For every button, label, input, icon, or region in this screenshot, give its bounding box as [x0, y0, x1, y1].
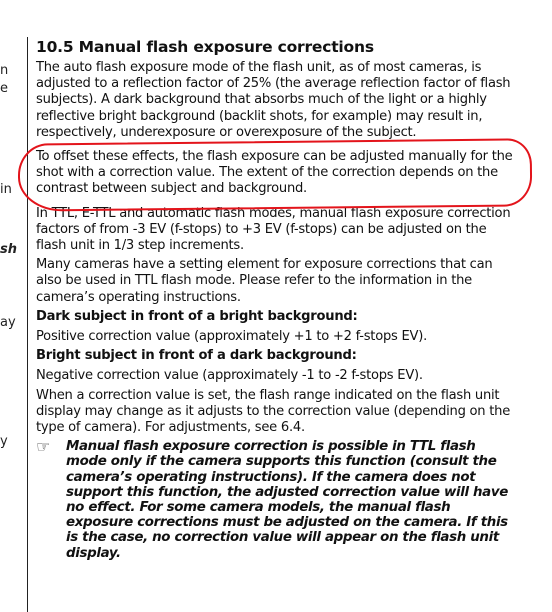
camera-paragraph: Many cameras have a setting element for exposure corrections that can also be used in TTL flash mode. Please refer to the information in the camera’s operating instructions.: [36, 257, 493, 305]
bright-subject-text: Negative correction value (approximately -1 to -2 f-stops EV).: [36, 368, 423, 384]
ttl-paragraph: In TTL, E-TTL and automatic flash modes, manual flash exposure correction factors of from -3 EV (f-stops) to +3 EV (f-stops) can be adjusted on the flash unit in 1/3 step increments.: [36, 205, 511, 254]
bright-subject-heading: Bright subject in front of a dark background:: [36, 348, 357, 364]
margin-fragment: y: [0, 434, 8, 449]
dark-subject-heading: Dark subject in front of a bright background:: [36, 308, 358, 324]
section-content: [36, 38, 514, 561]
intro-paragraph: The auto flash exposure mode of the flash unit, as of most cameras, is adjusted to a reflection factor of 25% (the average reflection factor of flash subjects). A dark background that absorbs much of the light or a highly reflective bright background (backlit shots, for example) may result in, respectively, underexposure or overexposure of the subject.: [36, 60, 511, 140]
previous-column-fragments: [0, 0, 20, 612]
margin-fragment: sh: [0, 242, 17, 257]
note-block: [36, 439, 514, 561]
column-divider: [27, 37, 28, 612]
highlighted-paragraph: To offset these effects, the flash exposure can be adjusted manually for the shot with a correction value. The extent of the correction depends on the contrast between subject and background.: [36, 149, 513, 197]
margin-fragment: ay: [0, 315, 16, 330]
margin-fragment: e: [0, 81, 8, 96]
margin-fragment: n: [0, 63, 9, 78]
pointing-hand-icon: ☞: [36, 437, 50, 457]
note-text: Manual flash exposure correction is possible in TTL flash mode only if the camera supports this function (consult the camera’s operating instructions). If the camera does not support this function, the adjusted correction value will have no effect. For some camera models, the manual flash exposure corrections must be adjusted on the camera. If this is the case, no correction value will appear on the flash unit display.: [66, 439, 508, 561]
section-heading: 10.5 Manual flash exposure corrections: [36, 38, 374, 56]
margin-fragment: in: [0, 182, 12, 197]
dark-subject-text: Positive correction value (approximately +1 to +2 f-stops EV).: [36, 329, 427, 345]
range-paragraph: When a correction value is set, the flash range indicated on the flash unit display may change as it adjusts to the correction value (depending on the type of camera). For adjustments, see 6.4.: [36, 387, 511, 436]
highlighted-paragraph-block: [36, 149, 514, 198]
